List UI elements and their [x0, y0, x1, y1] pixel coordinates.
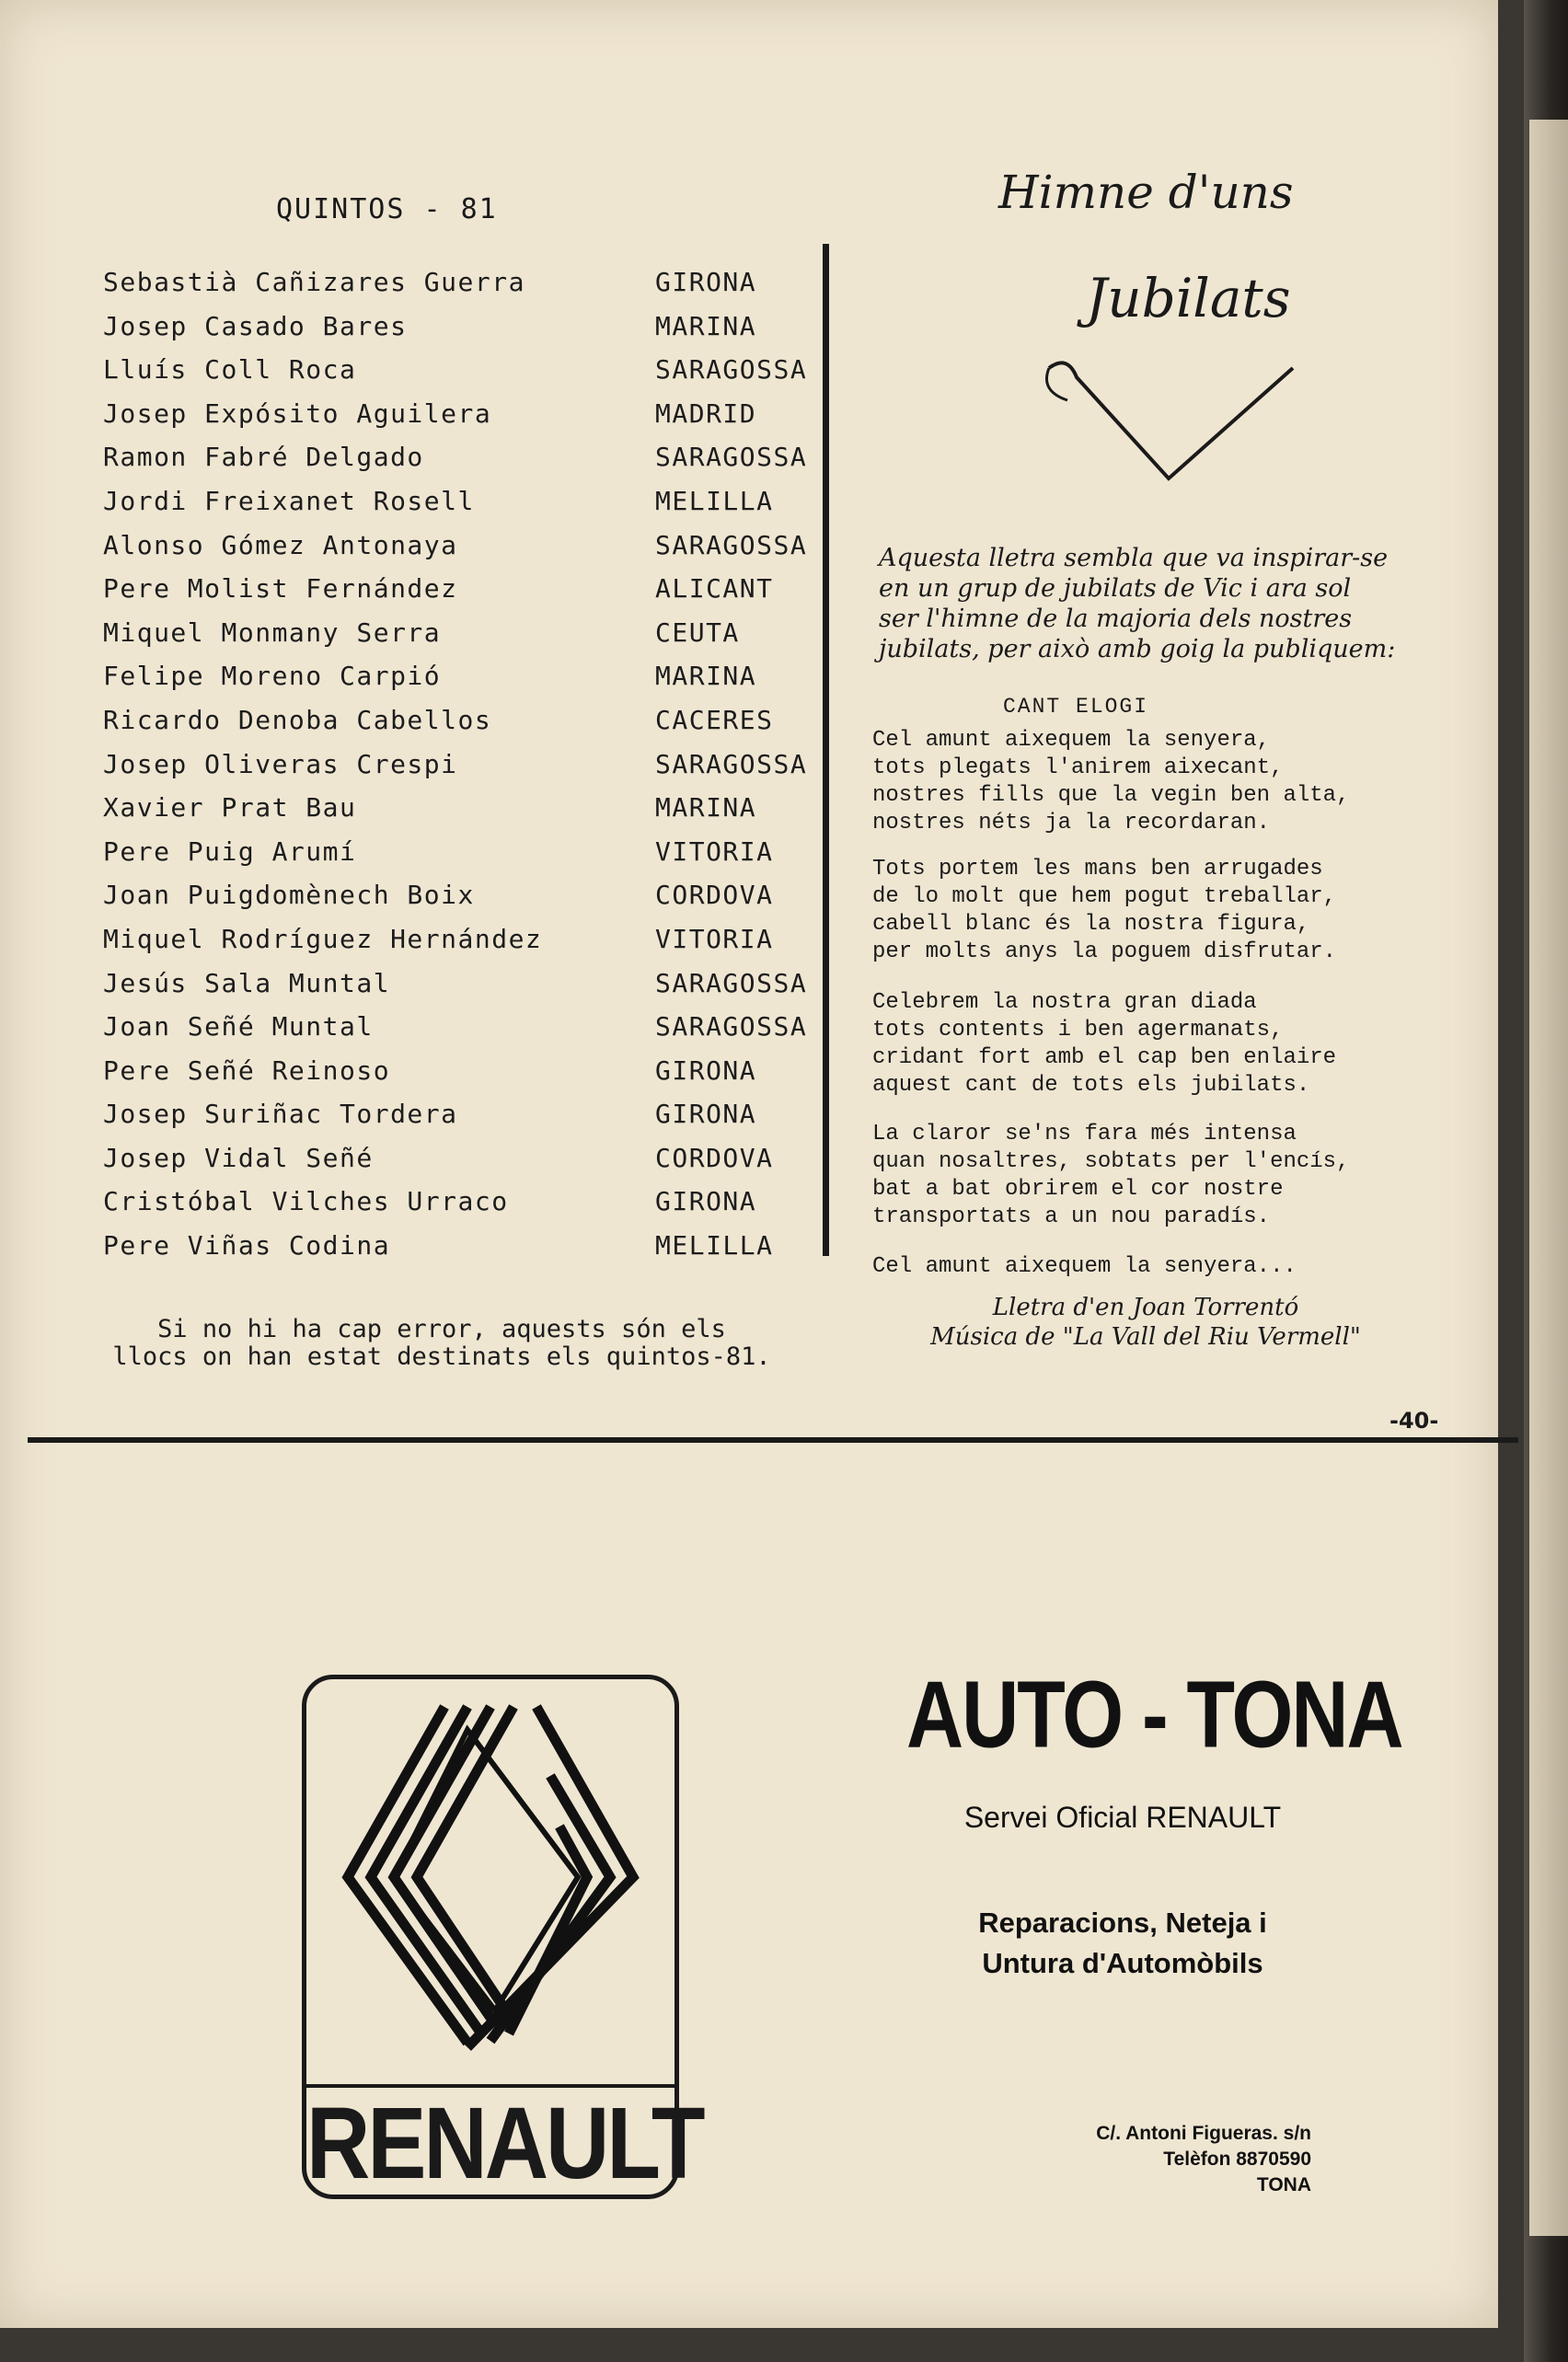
list-item	[92, 836, 828, 881]
quinto-destination: MARINA	[655, 661, 757, 692]
list-item	[92, 792, 828, 836]
list-item	[92, 1186, 828, 1230]
quinto-destination: SARAGOSSA	[655, 1011, 808, 1043]
renault-logo	[302, 1675, 703, 2200]
stanza-1	[872, 727, 1461, 837]
title-vee-decoration	[1040, 350, 1426, 497]
stanza-3	[872, 989, 1461, 1100]
quinto-name: Josep Casado Bares	[103, 310, 408, 341]
intro-line: en un grup de jubilats de Vic i ara sol	[879, 574, 1352, 603]
himne-title: Himne d'uns	[998, 166, 1294, 219]
quinto-destination: CEUTA	[655, 616, 740, 648]
stanza-5	[872, 1253, 1461, 1281]
quinto-name: Pere Puig Arumí	[103, 835, 357, 867]
verse-line: cabell blanc és la nostra figura,	[872, 912, 1310, 937]
list-item	[92, 398, 828, 443]
verse-line: nostres néts ja la recordaran.	[872, 811, 1271, 835]
verse-line: Cel amunt aixequem la senyera...	[872, 1254, 1297, 1279]
quinto-name: Josep Suriñac Tordera	[103, 1099, 458, 1130]
quinto-destination: MARINA	[655, 310, 757, 341]
quinto-name: Cristóbal Vilches Urraco	[103, 1186, 509, 1217]
quintos-note-line: llocs on han estat destinats els quintos-81.	[112, 1342, 771, 1371]
quintos-note-line: Si no hi ha cap error, aquests són els	[157, 1315, 726, 1343]
quinto-name: Joan Señé Muntal	[103, 1011, 374, 1043]
list-item	[92, 749, 828, 793]
quintos-list	[92, 267, 828, 1274]
song-title: CANT ELOGI	[1003, 695, 1149, 719]
quinto-destination: SARAGOSSA	[655, 354, 808, 386]
verse-line: nostres fills que la vegin ben alta,	[872, 783, 1350, 808]
quinto-name: Xavier Prat Bau	[103, 792, 357, 824]
list-item	[92, 486, 828, 530]
list-item	[92, 968, 828, 1012]
list-item	[92, 1143, 828, 1187]
quinto-name: Felipe Moreno Carpió	[103, 661, 442, 692]
quinto-name: Ricardo Denoba Cabellos	[103, 704, 492, 735]
verse-line: tots plegats l'anirem aixecant,	[872, 755, 1284, 780]
verse-line: per molts anys la poguem disfrutar.	[872, 939, 1337, 964]
quinto-destination: GIRONA	[655, 1186, 757, 1217]
quinto-destination: SARAGOSSA	[655, 442, 808, 473]
quinto-destination: MELILLA	[655, 1230, 774, 1262]
quinto-name: Miquel Monmany Serra	[103, 616, 442, 648]
quinto-destination: SARAGOSSA	[655, 967, 808, 998]
verse-line: tots contents i ben agermanats,	[872, 1018, 1284, 1043]
quinto-destination: MADRID	[655, 398, 757, 429]
renault-diamond-icon	[329, 1693, 651, 2061]
list-item	[92, 880, 828, 924]
quinto-name: Ramon Fabré Delgado	[103, 442, 424, 473]
quinto-name: Josep Vidal Señé	[103, 1142, 374, 1173]
music-credit: Música de "La Vall del Riu Vermell"	[930, 1323, 1361, 1351]
verse-line: de lo molt que hem pogut treballar,	[872, 884, 1337, 909]
section-divider	[28, 1437, 1518, 1443]
list-item	[92, 1055, 828, 1100]
quinto-destination: CORDOVA	[655, 1142, 774, 1173]
list-item	[92, 311, 828, 355]
ad-services	[906, 1903, 1339, 1984]
quinto-destination: GIRONA	[655, 1054, 757, 1086]
quinto-name: Jesús Sala Muntal	[103, 967, 391, 998]
quinto-destination: MARINA	[655, 792, 757, 824]
verse-line: bat a bat obrirem el cor nostre	[872, 1177, 1284, 1202]
quintos-title: QUINTOS - 81	[276, 193, 498, 225]
himne-title-line2: Jubilats	[1086, 267, 1291, 329]
quinto-name: Pere Molist Fernández	[103, 573, 458, 605]
verse-line: cridant fort amb el cap ben enlaire	[872, 1045, 1337, 1070]
quinto-destination: MELILLA	[655, 485, 774, 516]
quinto-name: Josep Expósito Aguilera	[103, 398, 492, 429]
quinto-destination: SARAGOSSA	[655, 748, 808, 779]
lyrics-credit: Lletra d'en Joan Torrentó	[992, 1294, 1299, 1321]
ad-subtitle: Servei Oficial RENAULT	[963, 1801, 1282, 1834]
ad-address: C/. Antoni Figueras. s/n	[1096, 2123, 1311, 2144]
quinto-destination: GIRONA	[655, 267, 757, 297]
quinto-destination: VITORIA	[655, 923, 774, 954]
page-content	[26, 18, 1524, 2346]
ad-town: TONA	[1256, 2174, 1311, 2195]
service-line: Untura d'Automòbils	[982, 1947, 1263, 1979]
quinto-name: Josep Oliveras Crespi	[103, 748, 458, 779]
quintos-note	[92, 1316, 791, 1371]
intro-line: jubilats, per això amb goig la publiquem:	[879, 635, 1396, 663]
quinto-name: Pere Viñas Codina	[103, 1230, 391, 1262]
verse-line: aquest cant de tots els jubilats.	[872, 1073, 1310, 1098]
list-item	[92, 617, 828, 662]
ad-contact	[948, 2121, 1311, 2198]
verse-line: transportats a un nou paradís.	[872, 1204, 1271, 1229]
verse-line: Tots portem les mans ben arrugades	[872, 857, 1323, 881]
quinto-destination: VITORIA	[655, 835, 774, 867]
list-item	[92, 573, 828, 617]
list-item	[92, 1099, 828, 1143]
renault-wordmark: RENAULT	[306, 2086, 703, 2200]
ad-title: AUTO - TONA	[906, 1662, 1402, 1769]
intro-line: Aquesta lletra sembla que va inspirar-se	[879, 544, 1389, 572]
himne-intro	[879, 543, 1468, 664]
quinto-destination: CACERES	[655, 704, 774, 735]
stanza-4	[872, 1121, 1461, 1231]
quinto-name: Miquel Rodríguez Hernández	[103, 923, 543, 954]
quinto-destination: GIRONA	[655, 1099, 757, 1130]
list-item	[92, 1011, 828, 1055]
service-line: Reparacions, Neteja i	[978, 1907, 1267, 1939]
column-divider	[823, 244, 829, 1256]
quinto-destination: CORDOVA	[655, 880, 774, 911]
list-item	[92, 705, 828, 749]
quinto-name: Jordi Freixanet Rosell	[103, 485, 475, 516]
list-item	[92, 442, 828, 486]
list-item	[92, 924, 828, 968]
verse-line: quan nosaltres, sobtats per l'encís,	[872, 1149, 1350, 1174]
verse-line: Cel amunt aixequem la senyera,	[872, 728, 1271, 753]
quinto-destination: ALICANT	[655, 573, 774, 605]
intro-line: ser l'himne de la majoria dels nostres	[879, 605, 1353, 633]
page-number: -40-	[1389, 1408, 1439, 1434]
list-item	[92, 1230, 828, 1274]
list-item	[92, 530, 828, 574]
quinto-name: Alonso Gómez Antonaya	[103, 529, 458, 560]
list-item	[92, 267, 828, 311]
quinto-name: Pere Señé Reinoso	[103, 1054, 391, 1086]
verse-line: Celebrem la nostra gran diada	[872, 990, 1257, 1015]
stanza-2	[872, 856, 1461, 966]
quinto-name: Joan Puigdomènech Boix	[103, 880, 475, 911]
verse-line: La claror se'ns fara més intensa	[872, 1122, 1297, 1146]
quinto-name: Sebastià Cañizares Guerra	[103, 267, 525, 297]
quinto-destination: SARAGOSSA	[655, 529, 808, 560]
list-item	[92, 661, 828, 705]
list-item	[92, 354, 828, 398]
quinto-name: Lluís Coll Roca	[103, 354, 357, 386]
ad-phone: Telèfon 8870590	[1163, 2149, 1311, 2170]
